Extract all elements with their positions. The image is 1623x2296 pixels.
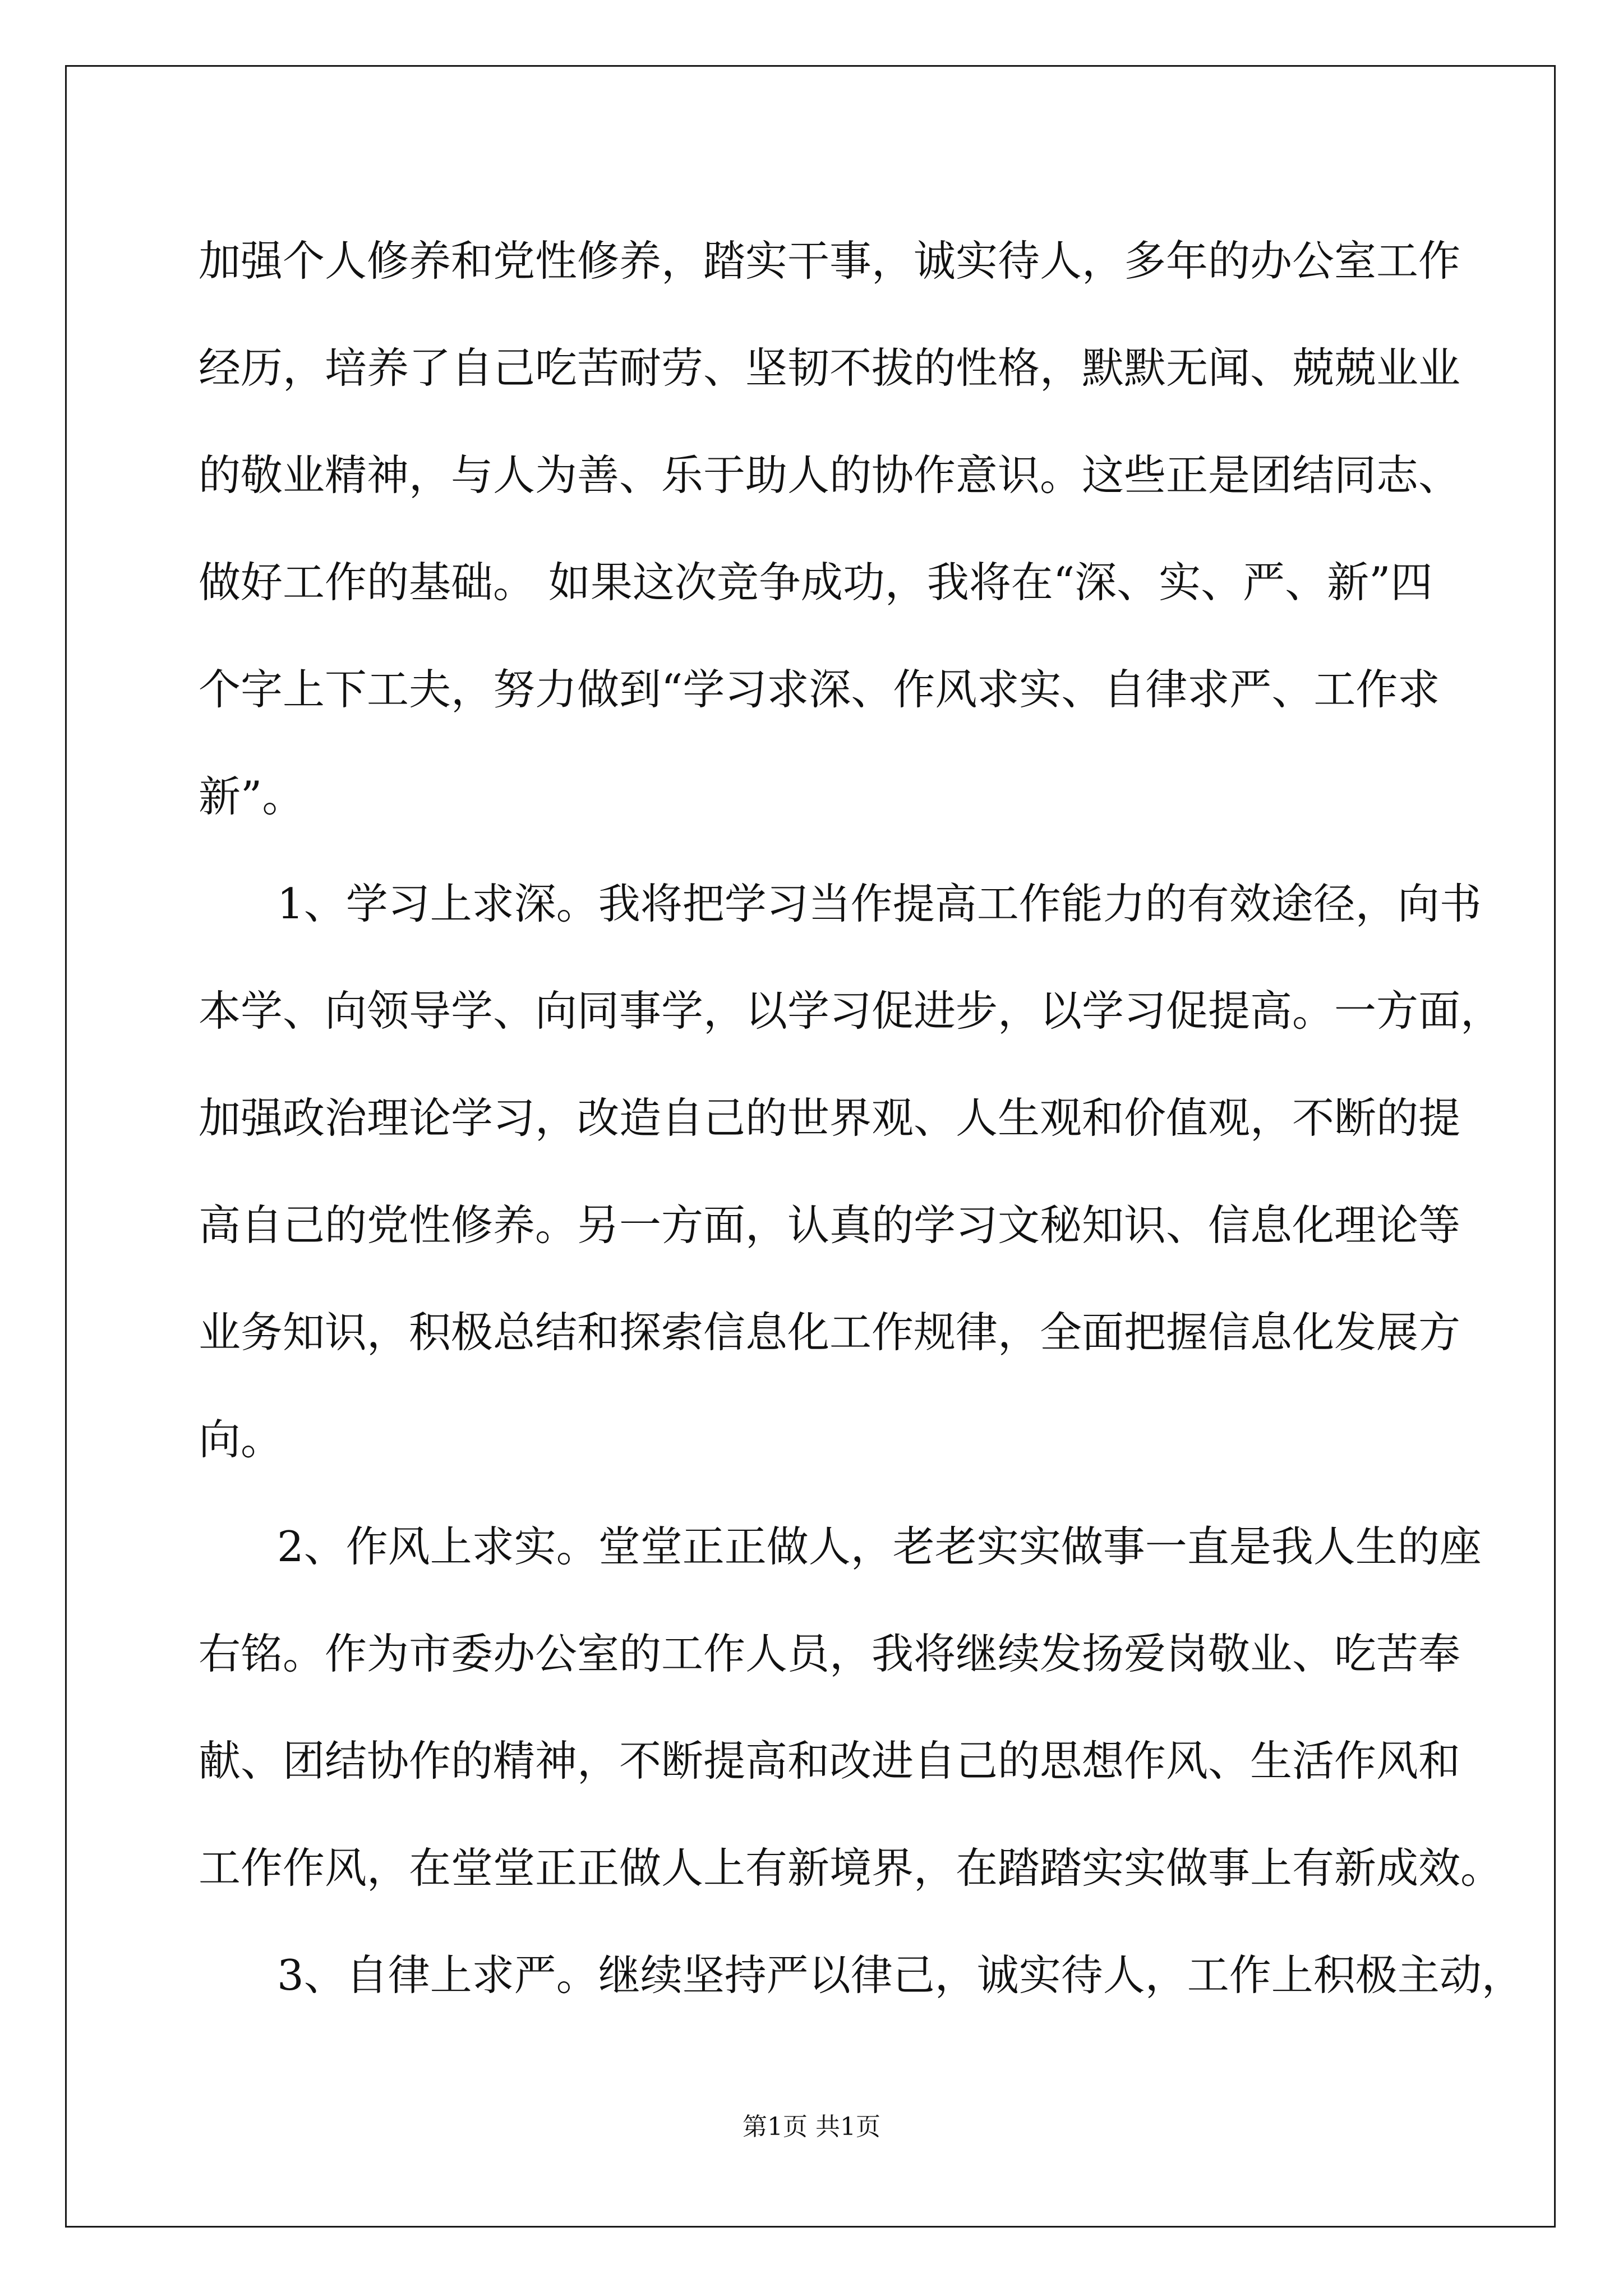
text-line: 的敬业精神，与人为善、乐于助人的协作意识。这些正是团结同志、 bbox=[199, 450, 1461, 500]
text-line: 3、自律上求严。继续坚持严以律己，诚实待人，工作上积极主动， bbox=[277, 1950, 1524, 2000]
text-line: 个字上下工夫，努力做到“学习求深、作风求实、自律求严、工作求 bbox=[199, 665, 1440, 714]
text-line: 2、作风上求实。堂堂正正做人，老老实实做事一直是我人生的座 bbox=[277, 1522, 1482, 1571]
text-line: 工作作风，在堂堂正正做人上有新境界，在踏踏实实做事上有新成效。 bbox=[199, 1843, 1503, 1893]
text-line: 加强政治理论学习，改造自己的世界观、人生观和价值观，不断的提 bbox=[199, 1093, 1461, 1143]
text-line: 献、团结协作的精神，不断提高和改进自己的思想作风、生活作风和 bbox=[199, 1736, 1461, 1786]
text-line: 本学、向领导学、向同事学，以学习促进步，以学习促提高。一方面， bbox=[199, 986, 1503, 1036]
text-line: 高自己的党性修养。另一方面，认真的学习文秘知识、信息化理论等 bbox=[199, 1200, 1461, 1250]
document-body bbox=[199, 208, 1524, 2029]
text-line: 加强个人修养和党性修养，踏实干事，诚实待人，多年的办公室工作 bbox=[199, 236, 1461, 286]
text-line: 做好工作的基础。 如果这次竞争成功，我将在“深、实、严、新”四 bbox=[199, 558, 1433, 607]
text-line: 1、学习上求深。我将把学习当作提高工作能力的有效途径，向书 bbox=[277, 879, 1482, 928]
page-number-footer: 第1页 共1页 bbox=[743, 2113, 880, 2141]
text-line: 向。 bbox=[199, 1415, 283, 1464]
text-line: 新”。 bbox=[199, 772, 305, 821]
text-line: 经历，培养了自己吃苦耐劳、坚韧不拔的性格，默默无闻、兢兢业业 bbox=[199, 343, 1461, 393]
text-line: 业务知识，积极总结和探索信息化工作规律，全面把握信息化发展方 bbox=[199, 1308, 1461, 1357]
text-line: 右铭。作为市委办公室的工作人员，我将继续发扬爱岗敬业、吃苦奉 bbox=[199, 1629, 1461, 1678]
